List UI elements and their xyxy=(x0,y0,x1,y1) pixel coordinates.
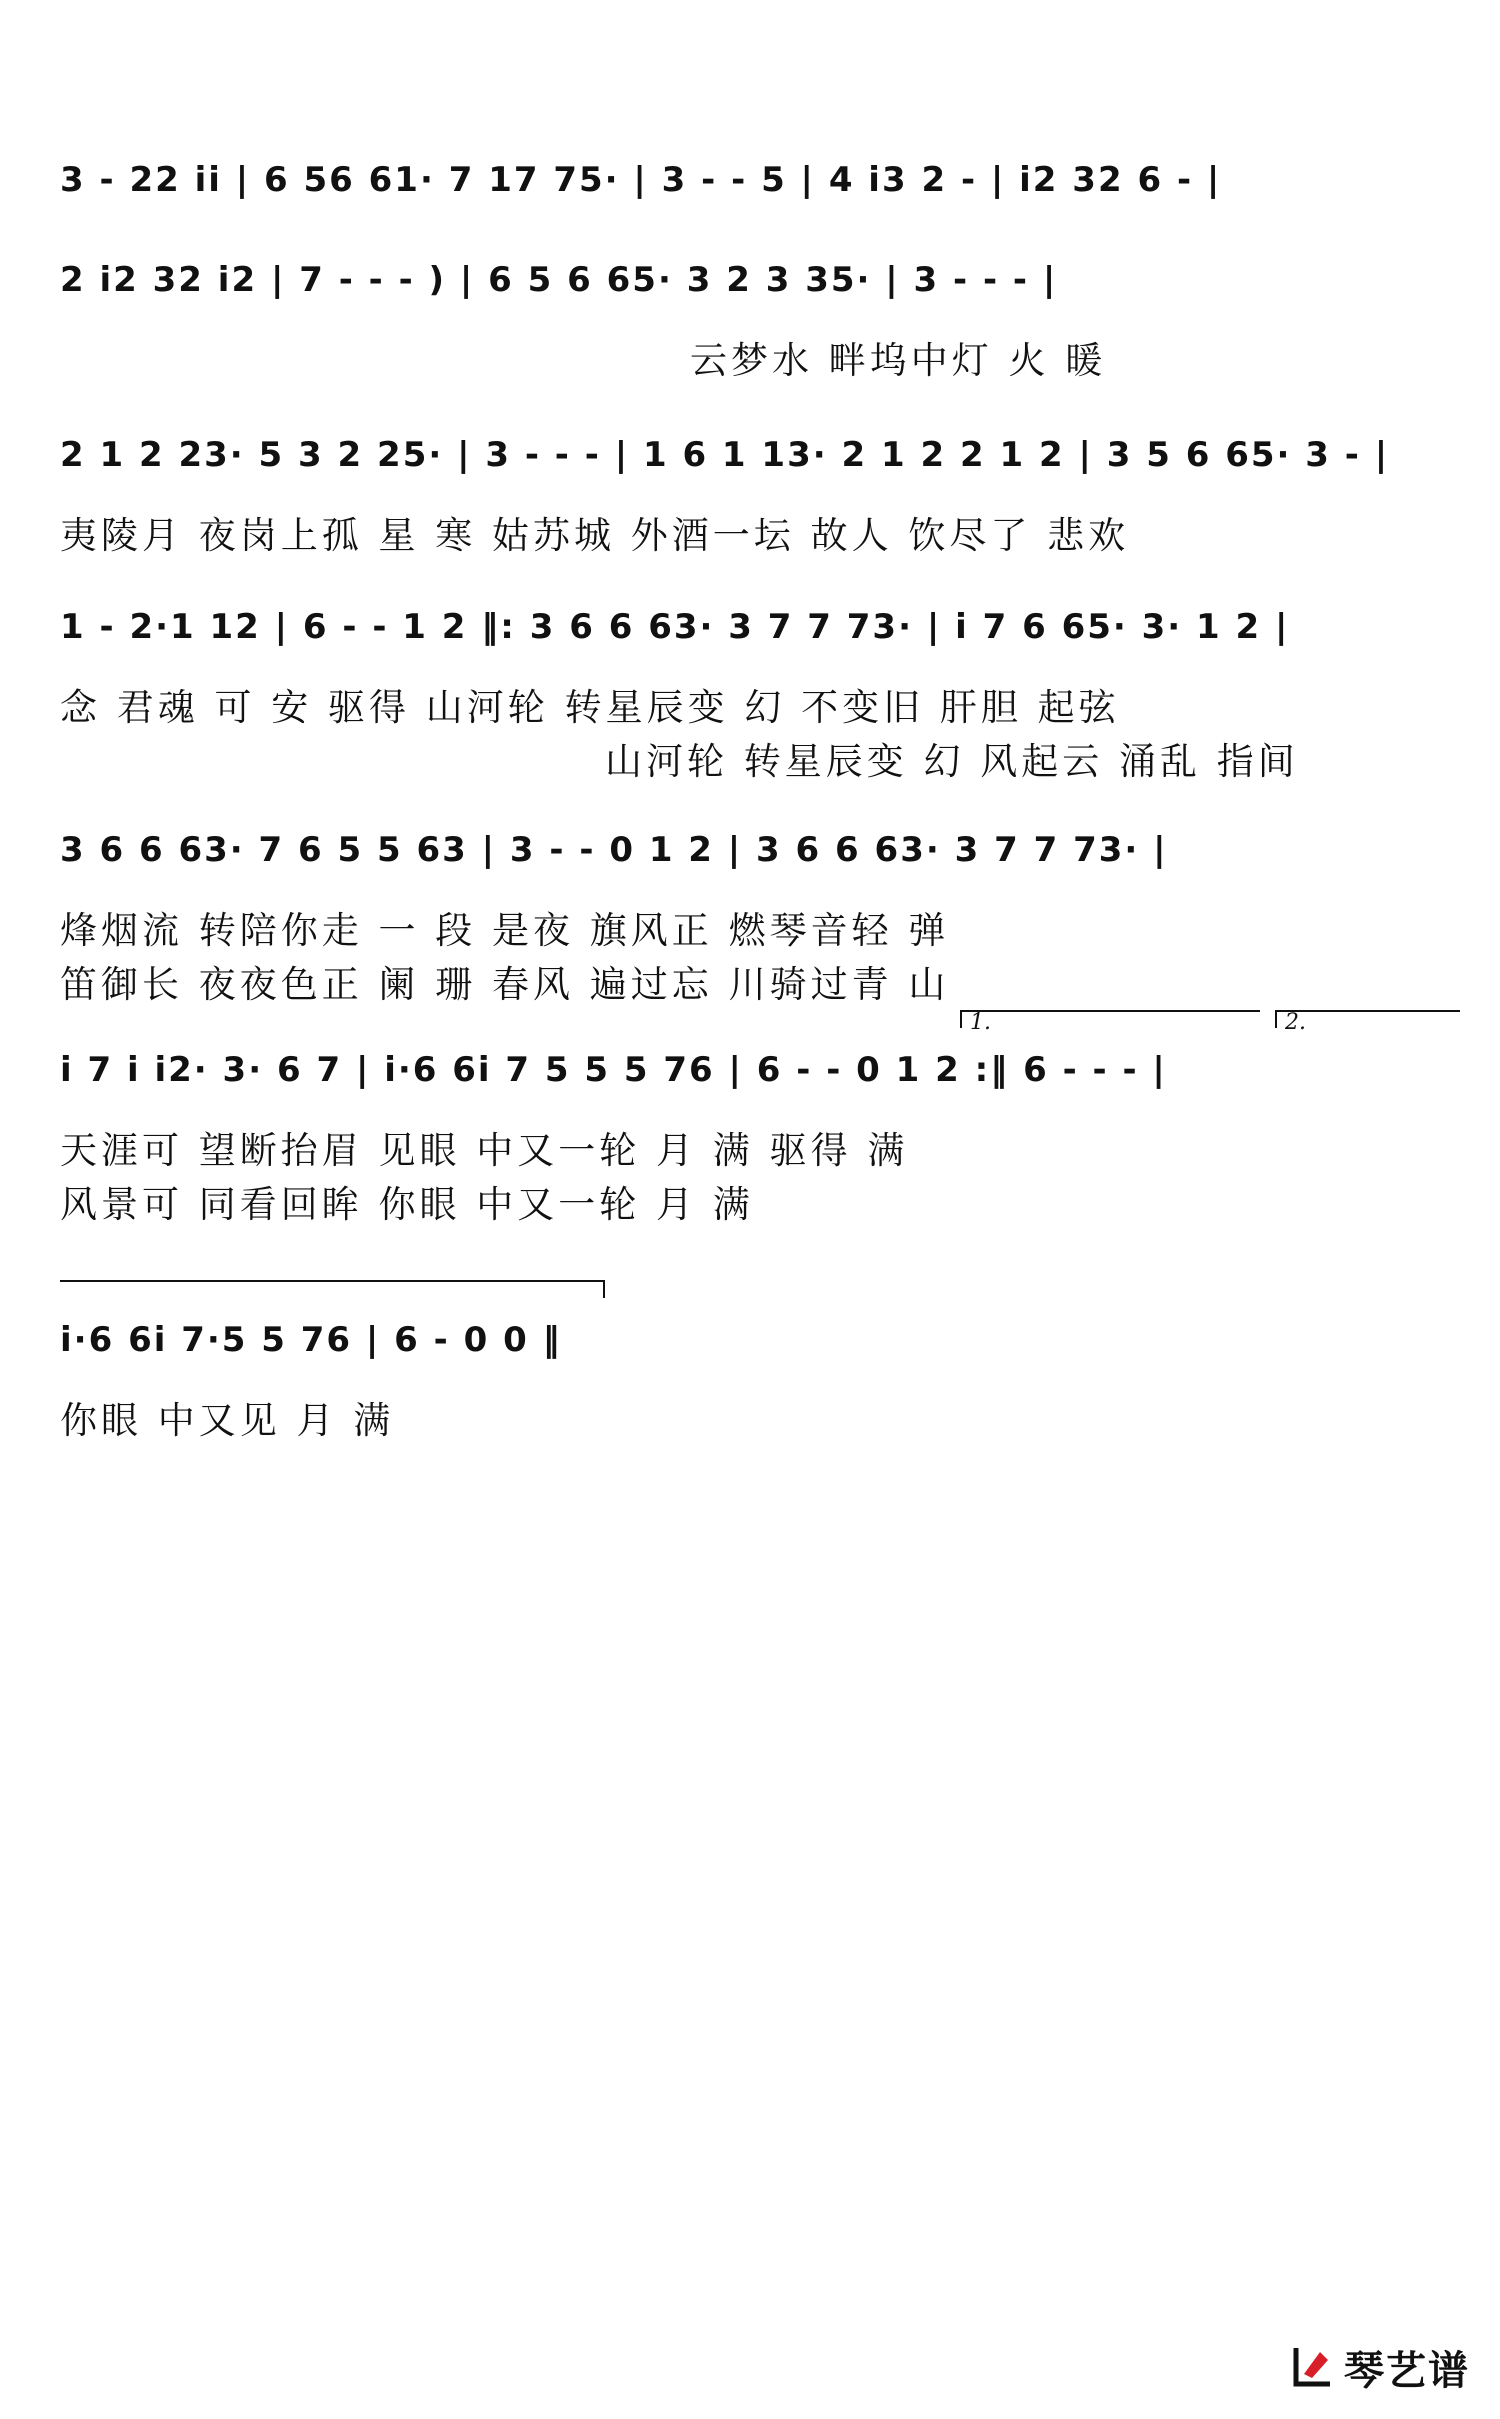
lyric-line-verse-2: 笛御长 夜夜色正 阑 珊 春风 遍过忘 川骑过青 山 xyxy=(60,963,950,1006)
lyric-line-verse-2: 风景可 同看回眸 你眼 中又一轮 月 满 xyxy=(60,1183,754,1226)
notation-line: i 7 i i2· 3· 6 7 | i·6 6i 7 5 5 5 76 | 6 - - 0 1 2 :‖ 6 - - - | xyxy=(60,1050,1167,1090)
notation-line: 2 i2 32 i2 | 7 - - - ) | 6 5 6 65· 3 2 3 35· | 3 - - - | xyxy=(60,260,1058,300)
lyric-line: 你眼 中又见 月 满 xyxy=(60,1399,395,1442)
logo-text: 琴艺谱 xyxy=(1344,2347,1470,2394)
site-logo xyxy=(1290,2337,1470,2397)
lyric-line: 念 君魂 可 安 驱得 山河轮 转星辰变 幻 不变旧 肝胆 起弦 xyxy=(60,686,1120,729)
notation-line: i·6 6i 7·5 5 76 | 6 - 0 0 ‖ xyxy=(60,1320,562,1360)
lyric-line-verse-2: 山河轮 转星辰变 幻 风起云 涌乱 指间 xyxy=(605,740,1299,783)
notation-line: 1 - 2·1 12 | 6 - - 1 2 ‖: 3 6 6 63· 3 7 7 73· | i 7 6 65· 3· 1 2 | xyxy=(60,607,1290,647)
lyric-line: 烽烟流 转陪你走 一 段 是夜 旗风正 燃琴音轻 弹 xyxy=(60,909,950,952)
notation-line: 2 1 2 23· 5 3 2 25· | 3 - - - | 1 6 1 13· 2 1 2 2 1 2 | 3 5 6 65· 3 - | xyxy=(60,435,1390,475)
lyric-line: 云梦水 畔坞中灯 火 暖 xyxy=(690,339,1107,382)
notation-line: 3 6 6 63· 7 6 5 5 63 | 3 - - 0 1 2 | 3 6 6 63· 3 7 7 73· | xyxy=(60,830,1168,870)
volta-second-ending: 2. xyxy=(1275,1010,1460,1028)
lyric-line: 天涯可 望断抬眉 见眼 中又一轮 月 满 驱得 满 xyxy=(60,1129,909,1172)
piano-key-logo-icon xyxy=(1290,2344,1336,2390)
volta-second-ending-continued xyxy=(60,1280,605,1298)
notation-line: 3 - 22 ii | 6 56 61· 7 17 75· | 3 - - 5 | 4 i3 2 - | i2 32 6 - | xyxy=(60,160,1222,200)
volta-first-ending: 1. xyxy=(960,1010,1260,1028)
lyric-line: 夷陵月 夜岗上孤 星 寒 姑苏城 外酒一坛 故人 饮尽了 悲欢 xyxy=(60,514,1130,557)
